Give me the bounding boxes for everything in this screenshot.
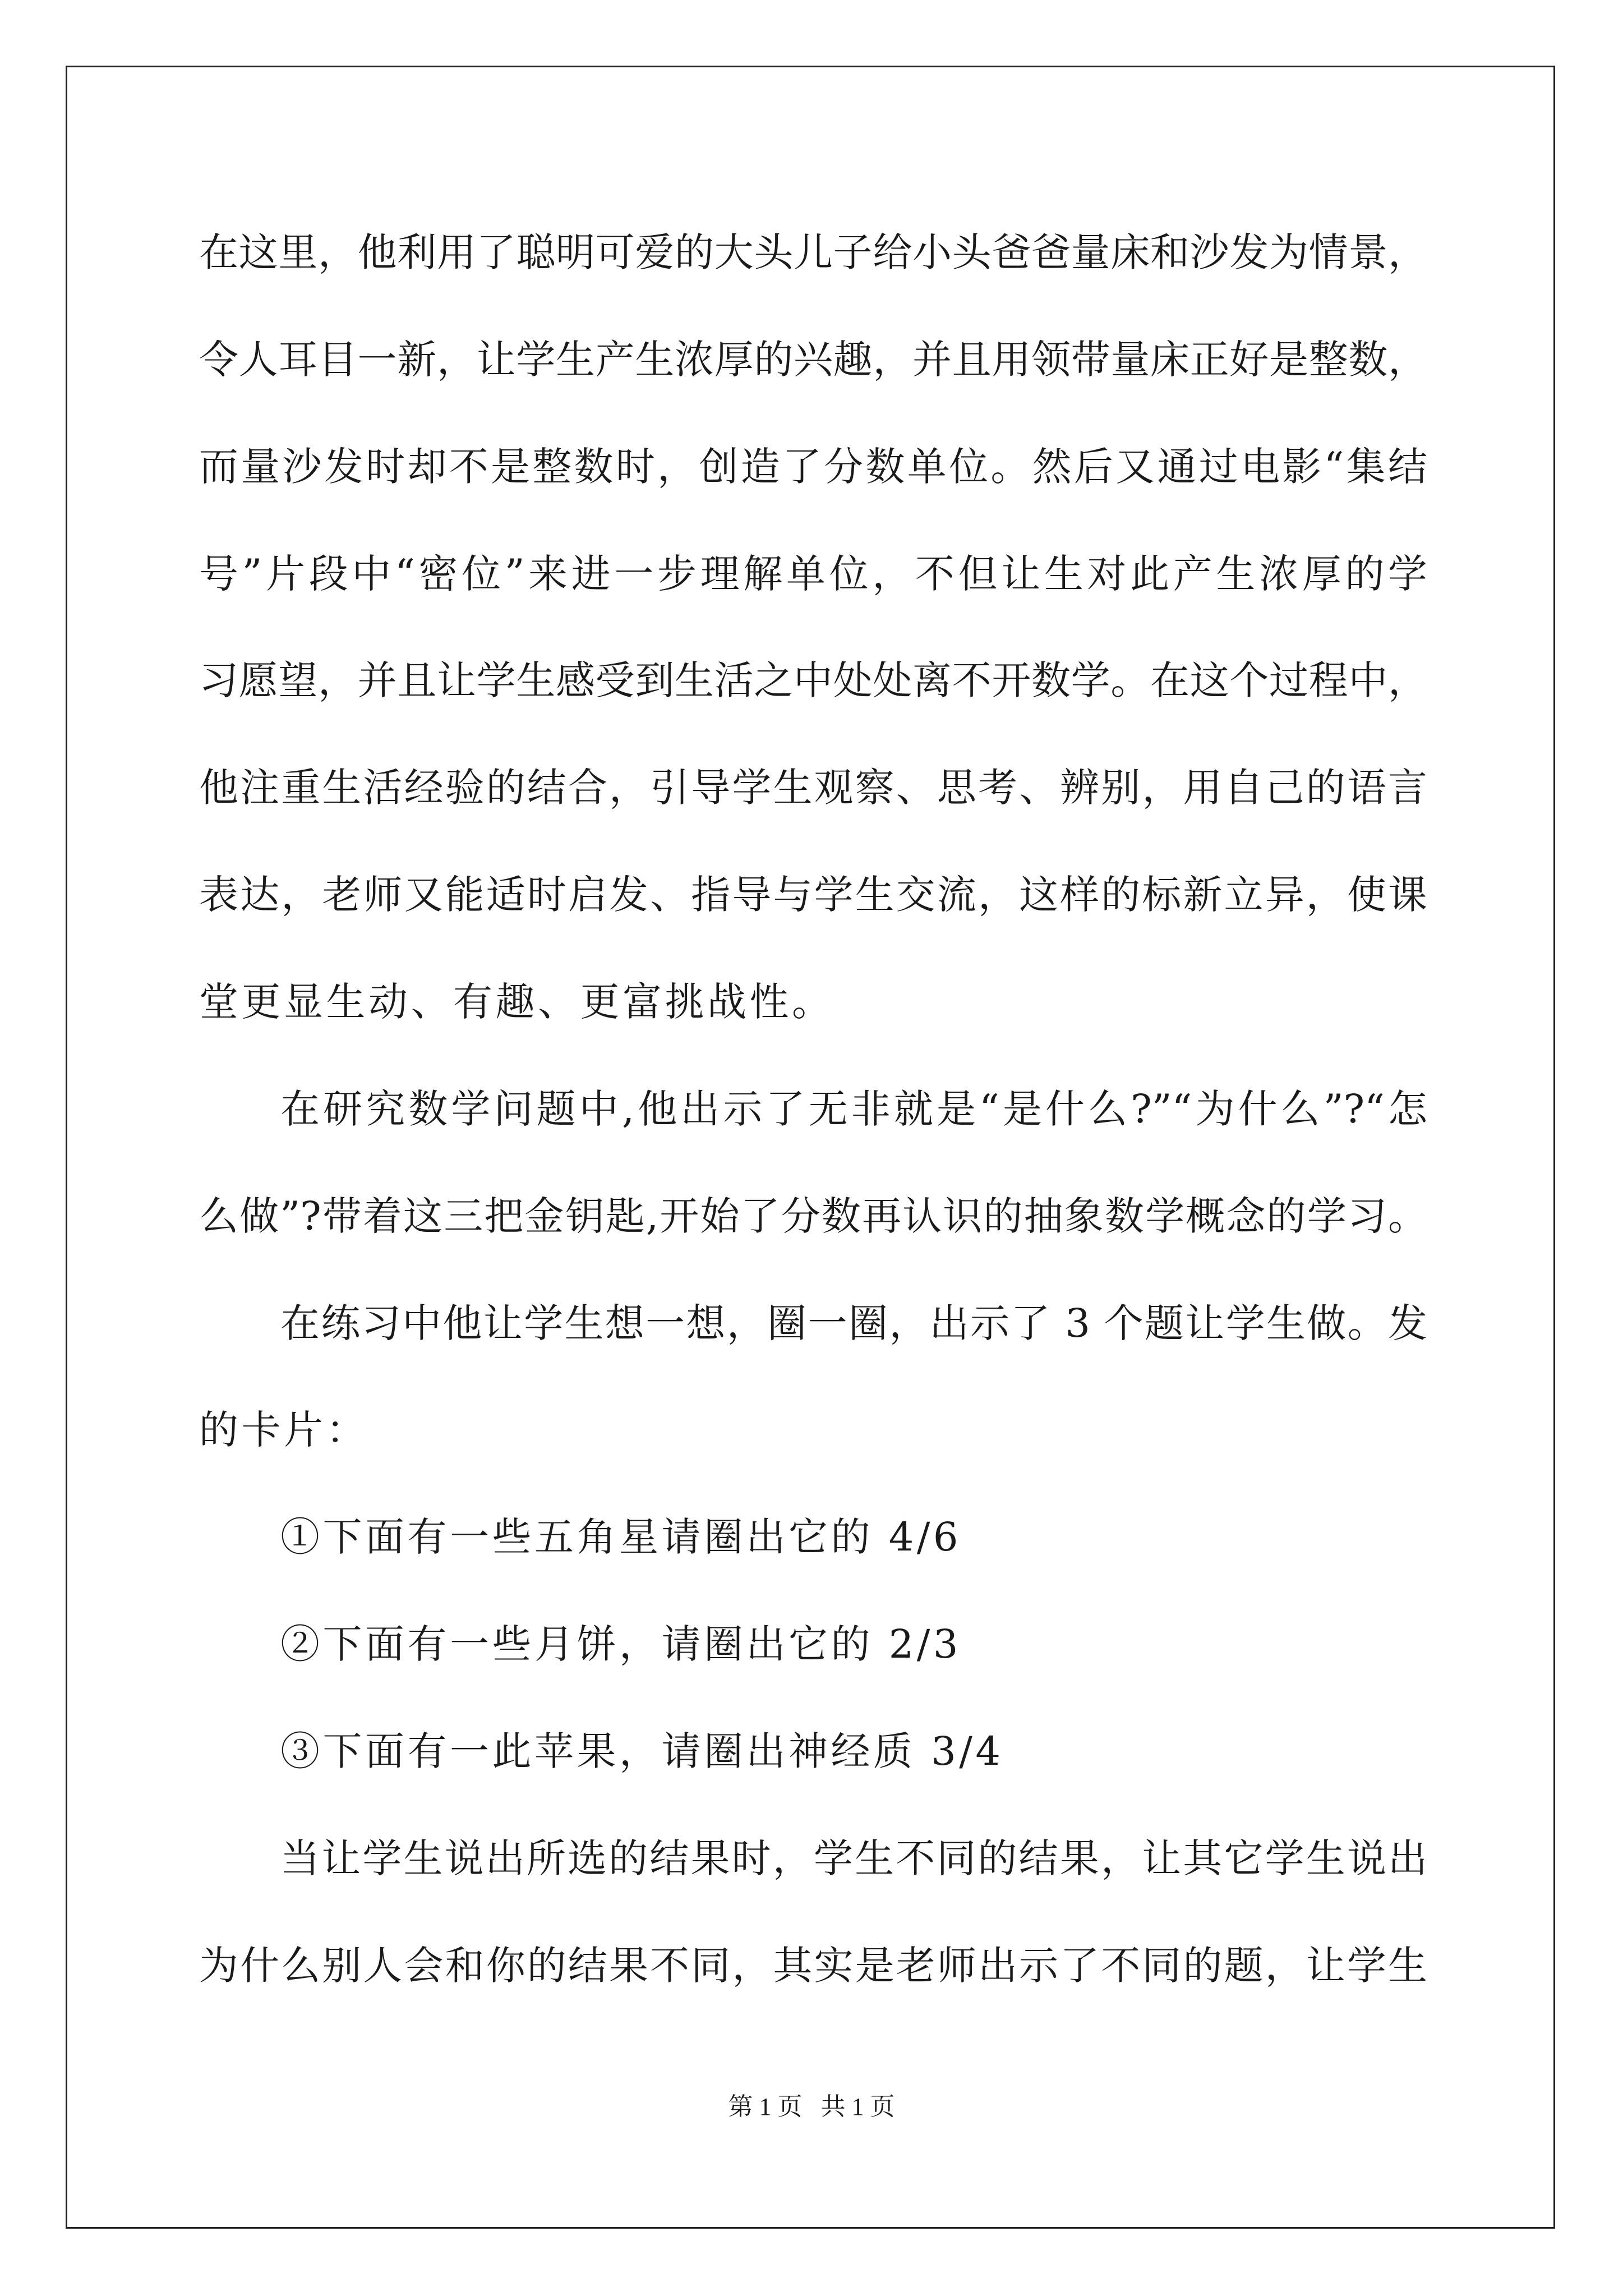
list-item: ②下面有一些月饼，请圈出它的 2/3 [280,1621,961,1667]
text-line: 在研究数学问题中,他出示了无非就是“是什么?”“为什么”?“怎 [280,1086,1427,1132]
text-line: 在这里，他利用了聪明可爱的大头儿子给小头爸爸量床和沙发为情景， [199,229,1427,275]
text-line: 习愿望，并且让学生感受到生活之中处处离不开数学。在这个过程中， [199,657,1427,703]
text-line: 在练习中他让学生想一想，圈一圈，出示了 3 个题让学生做。发 [280,1300,1427,1346]
text-line: 表达，老师又能适时启发、指导与学生交流，这样的标新立异，使课 [199,872,1427,918]
text-line: 而量沙发时却不是整数时，创造了分数单位。然后又通过电影“集结 [199,444,1427,490]
list-item: ①下面有一些五角星请圈出它的 4/6 [280,1514,961,1560]
page-footer: 第 1 页 共 1 页 [728,2093,895,2120]
text-line: 的卡片： [199,1407,368,1453]
list-item: ③下面有一此苹果，请圈出神经质 3/4 [280,1728,1004,1774]
text-line: 令人耳目一新，让学生产生浓厚的兴趣，并且用领带量床正好是整数， [199,337,1427,383]
text-line: 号”片段中“密位”来进一步理解单位，不但让生对此产生浓厚的学 [199,551,1427,597]
text-line: 堂更显生动、有趣、更富挑战性。 [199,979,834,1025]
text-line: 他注重生活经验的结合，引导学生观察、思考、辨别，用自己的语言 [199,765,1427,811]
text-line: 当让学生说出所选的结果时，学生不同的结果，让其它学生说出 [280,1835,1427,1881]
text-line: 么做”?带着这三把金钥匙,开始了分数再认识的抽象数学概念的学习。 [199,1193,1427,1239]
text-line: 为什么别人会和你的结果不同，其实是老师出示了不同的题，让学生 [199,1943,1427,1989]
